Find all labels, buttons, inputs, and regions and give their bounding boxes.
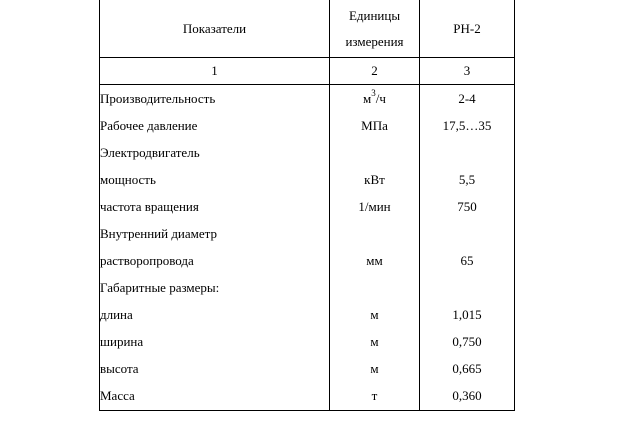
header-parameter: Показатели (100, 0, 330, 57)
row-parameter: ширина (100, 329, 330, 356)
table-row (100, 112, 515, 139)
row-unit (330, 275, 420, 302)
row-value: 0,665 (420, 356, 515, 383)
row-unit: м (330, 329, 420, 356)
row-parameter: Внутренний диаметр (100, 220, 330, 247)
row-parameter: длина (100, 302, 330, 329)
row-value: 1,015 (420, 302, 515, 329)
column-number-2: 2 (330, 57, 420, 84)
row-parameter: Электродвигатель (100, 139, 330, 166)
row-value: 0,750 (420, 329, 515, 356)
table-row (100, 85, 515, 113)
column-number-row (100, 57, 515, 84)
row-unit: м (330, 302, 420, 329)
header-model: РН-2 (420, 0, 515, 57)
table-row (100, 248, 515, 275)
row-unit: МПа (330, 112, 420, 139)
column-number-3: 3 (420, 57, 515, 84)
row-unit: мм (330, 248, 420, 275)
row-parameter: частота вращения (100, 193, 330, 220)
row-parameter: растворопровода (100, 248, 330, 275)
table-row (100, 193, 515, 220)
row-value: 65 (420, 248, 515, 275)
row-unit: кВт (330, 166, 420, 193)
row-value: 750 (420, 193, 515, 220)
row-unit (330, 139, 420, 166)
table-row (100, 329, 515, 356)
row-parameter: Масса (100, 383, 330, 411)
header-unit: Единицы измерения (330, 0, 420, 57)
row-parameter: Габаритные размеры: (100, 275, 330, 302)
row-parameter: Производительность (100, 85, 330, 113)
table-row (100, 302, 515, 329)
row-value: 17,5…35 (420, 112, 515, 139)
row-unit: м (330, 356, 420, 383)
row-parameter: высота (100, 356, 330, 383)
table-row (100, 220, 515, 247)
row-unit: 1/мин (330, 193, 420, 220)
table-row (100, 383, 515, 411)
row-unit: $м^3/ч$ (330, 85, 420, 113)
specifications-table (99, 0, 515, 411)
row-parameter: Рабочее давление (100, 112, 330, 139)
table-row (100, 356, 515, 383)
table-header-row (100, 0, 515, 57)
row-value (420, 220, 515, 247)
row-value: 5,5 (420, 166, 515, 193)
row-unit: т (330, 383, 420, 411)
row-unit (330, 220, 420, 247)
row-value (420, 275, 515, 302)
row-value (420, 139, 515, 166)
row-value: 2-4 (420, 85, 515, 113)
table-row (100, 139, 515, 166)
column-number-1: 1 (100, 57, 330, 84)
table-row (100, 166, 515, 193)
row-value: 0,360 (420, 383, 515, 411)
table-row (100, 275, 515, 302)
row-parameter: мощность (100, 166, 330, 193)
